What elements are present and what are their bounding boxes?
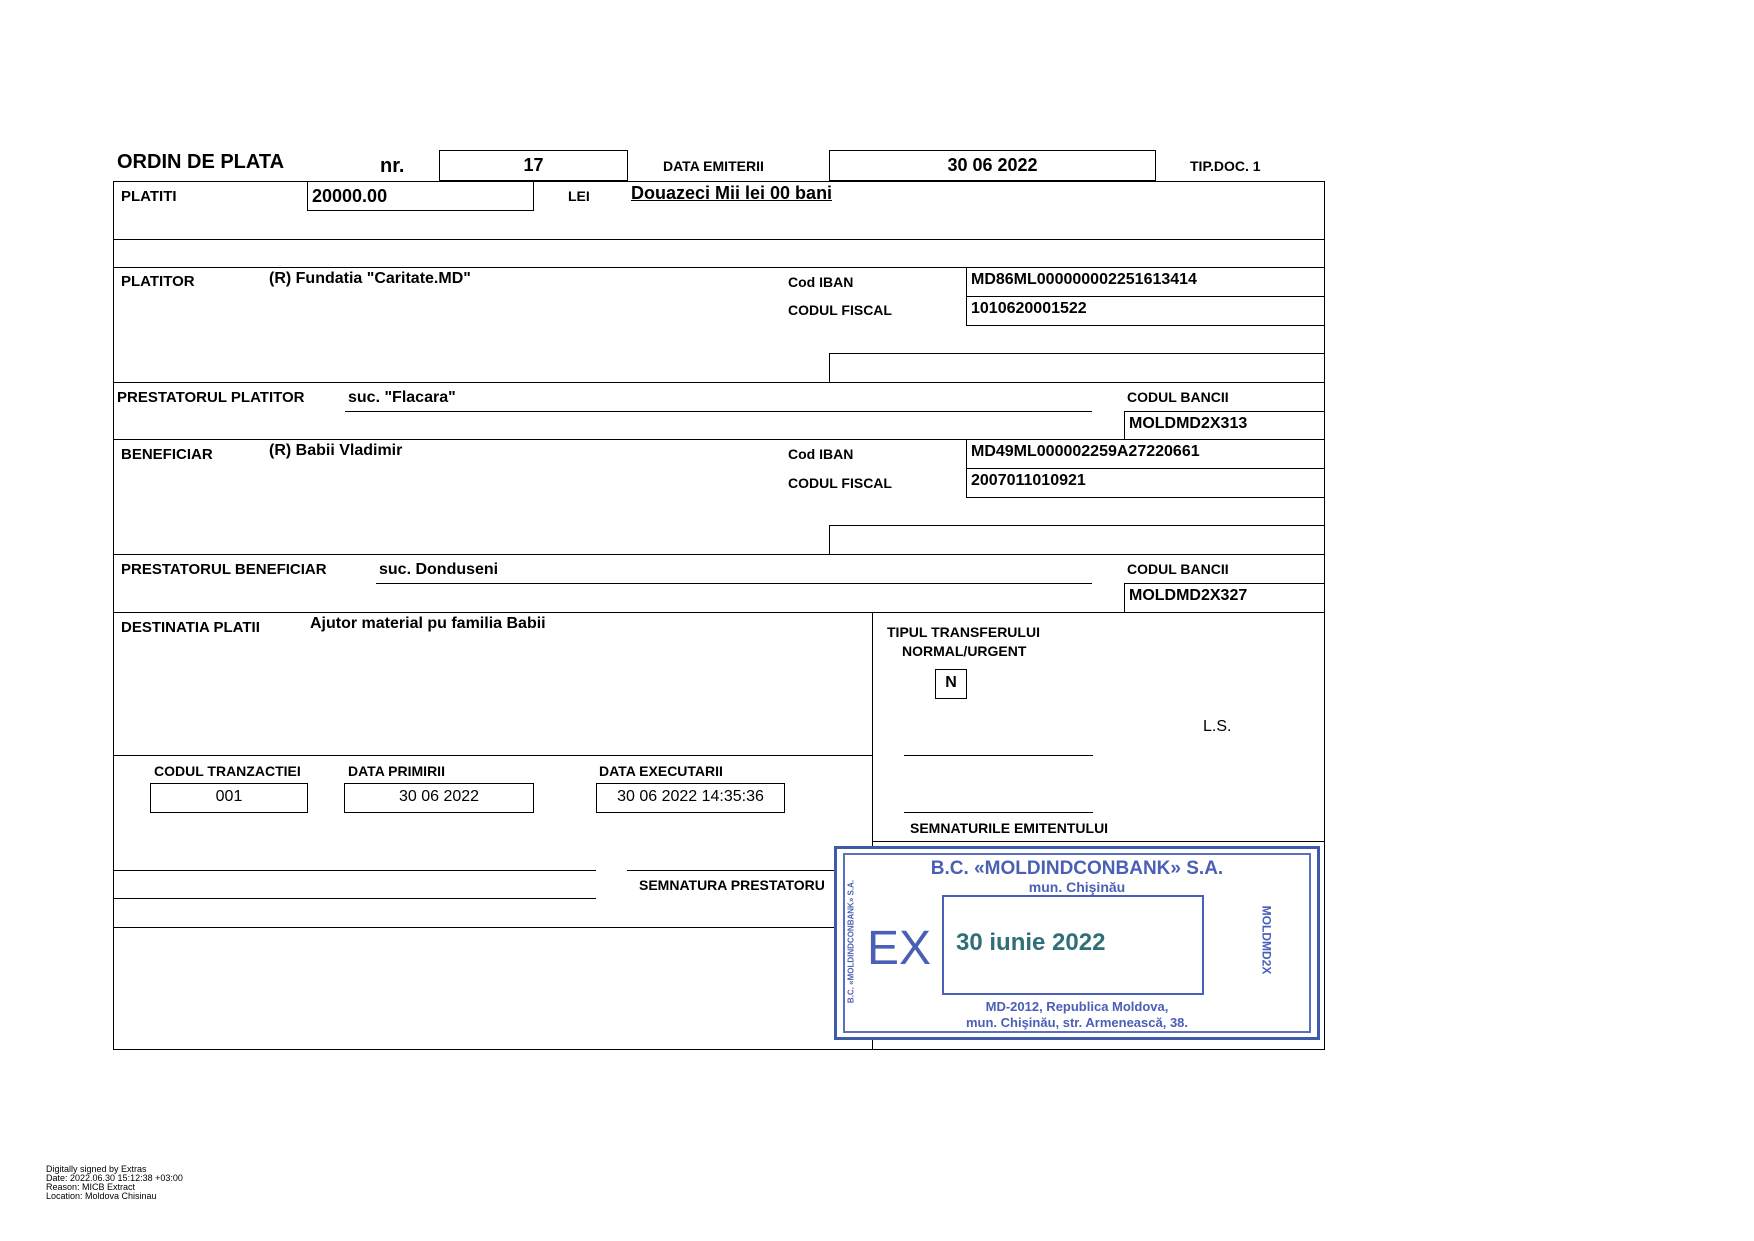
- issue-date: 30 06 2022: [829, 150, 1156, 181]
- bank-stamp: [834, 846, 1320, 1040]
- beneficiary-iban-box: [966, 439, 1325, 469]
- signature-line: [904, 755, 1093, 756]
- issuer-signatures-label: SEMNATURILE EMITENTULUI: [910, 820, 1109, 836]
- payer-iban-label: Cod IBAN: [788, 274, 854, 290]
- received-date: 30 06 2022: [344, 783, 534, 813]
- payer-bank-code: MOLDMD2X313: [1129, 415, 1248, 432]
- beneficiary-iban: MD49ML000002259A27220661: [971, 443, 1200, 460]
- signature-info: Digitally signed by Extras: [46, 1164, 147, 1174]
- payer-iban: MD86ML000000002251613414: [971, 271, 1197, 288]
- transfer-type-label: TIPUL TRANSFERULUI: [887, 624, 1040, 640]
- stamp-city: mun. Chişinău: [1028, 879, 1126, 895]
- payer-provider-underline: [345, 411, 1092, 412]
- payer-fiscal-box: [966, 296, 1325, 326]
- destination-text: Ajutor material pu familia Babii: [310, 615, 546, 632]
- amount-label: PLATITI: [121, 188, 177, 205]
- stamp-bank-name: B.C. «MOLDINDCONBANK» S.A.: [930, 858, 1224, 879]
- doc-type: TIP.DOC. 1: [1190, 158, 1261, 174]
- executed-date: 30 06 2022 14:35:36: [596, 783, 785, 813]
- destination-label: DESTINATIA PLATII: [121, 619, 260, 636]
- stamp-side-text: B.C. «MOLDINDCONBANK» S.A.: [846, 879, 856, 1004]
- divider: [113, 927, 872, 928]
- divider: [113, 898, 596, 899]
- signature-location: Location: Moldova Chisinau: [46, 1191, 157, 1201]
- transfer-type-value: N: [935, 669, 967, 699]
- executed-date-label: DATA EXECUTARII: [599, 763, 723, 779]
- provider-signature-label: SEMNATURA PRESTATORU: [639, 877, 825, 893]
- document-title: ORDIN DE PLATA: [117, 151, 285, 173]
- document-number: 17: [439, 150, 628, 181]
- seal-placeholder: L.S.: [1203, 718, 1232, 735]
- payer-name: (R) Fundatia "Caritate.MD": [269, 270, 471, 287]
- divider: [113, 755, 872, 756]
- received-date-label: DATA PRIMIRII: [348, 763, 445, 779]
- transaction-code: 001: [150, 783, 308, 813]
- signature-line: [904, 812, 1093, 813]
- beneficiary-bank-code-label: CODUL BANCII: [1127, 561, 1229, 577]
- signature-date: Date: 2022.06.30 15:12:38 +03:00: [46, 1173, 183, 1183]
- payer-fiscal-label: CODUL FISCAL: [788, 302, 892, 318]
- payer-extra-box: [829, 353, 1325, 383]
- number-label: nr.: [380, 155, 405, 177]
- payer-bank-code-label: CODUL BANCII: [1127, 389, 1229, 405]
- payer-iban-box: [966, 267, 1325, 297]
- beneficiary-name: (R) Babii Vladimir: [269, 442, 403, 459]
- payer-provider-name: suc. "Flacara": [348, 389, 456, 406]
- amount-value: 20000.00: [312, 186, 388, 206]
- beneficiary-bank-code-box: [1124, 583, 1325, 613]
- beneficiary-fiscal-label: CODUL FISCAL: [788, 475, 892, 491]
- beneficiary-provider-underline: [376, 583, 1092, 584]
- beneficiary-extra-box: [829, 525, 1325, 555]
- payer-label: PLATITOR: [121, 273, 195, 290]
- beneficiary-iban-label: Cod IBAN: [788, 446, 854, 462]
- stamp-address-line1: MD-2012, Republica Moldova,: [985, 999, 1169, 1014]
- payer-bank-code-box: [1124, 411, 1325, 440]
- currency-label: LEI: [568, 188, 590, 204]
- amount-box: [307, 181, 534, 211]
- payer-provider-label: PRESTATORUL PLATITOR: [117, 389, 305, 406]
- beneficiary-label: BENEFICIAR: [121, 446, 213, 463]
- divider: [113, 239, 1325, 240]
- beneficiary-fiscal-box: [966, 468, 1325, 498]
- beneficiary-provider-name: suc. Donduseni: [379, 561, 499, 578]
- signature-reason: Reason: MICB Extract: [46, 1182, 136, 1192]
- payer-fiscal: 1010620001522: [971, 300, 1087, 317]
- beneficiary-provider-label: PRESTATORUL BENEFICIAR: [121, 561, 327, 578]
- beneficiary-bank-code: MOLDMD2X327: [1129, 587, 1248, 604]
- divider: [872, 841, 1325, 842]
- beneficiary-fiscal: 2007011010921: [971, 472, 1086, 489]
- issue-date-label: DATA EMITERII: [663, 158, 764, 174]
- stamp-address-line2: mun. Chişinău, str. Armenească, 38.: [965, 1015, 1189, 1030]
- divider: [113, 870, 596, 871]
- transaction-code-label: CODUL TRANZACTIEI: [154, 763, 301, 779]
- stamp-side-code: MOLDMD2X: [1259, 905, 1274, 975]
- stamp-date: 30 iunie 2022: [956, 929, 1106, 956]
- stamp-mark: EX: [867, 922, 932, 975]
- transfer-type-sublabel: NORMAL/URGENT: [902, 643, 1027, 659]
- amount-in-words: Douazeci Mii lei 00 bani: [631, 183, 833, 203]
